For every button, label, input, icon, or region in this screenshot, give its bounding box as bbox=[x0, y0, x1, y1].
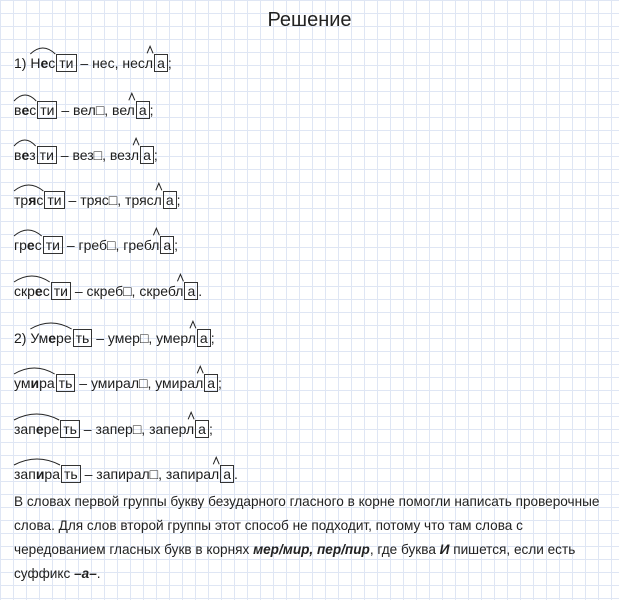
suffix-box: ти bbox=[56, 54, 76, 72]
check-forms: запирал□, запирал bbox=[96, 466, 220, 482]
explanation-paragraph: В словах первой группы букву безударного гласного в корне помогли написать проверочные слова. Для слов второй группы этот способ не подходит, потому что там слова с чередованием гласных букв в корнях мер/мир, пер/пир, где буква И пишется, если есть суффикс –а–. bbox=[14, 494, 600, 581]
word-stem: запере bbox=[14, 421, 60, 437]
row-g1-1: вес ти – вел□, вел а ; bbox=[14, 99, 154, 121]
dash: – bbox=[60, 147, 69, 163]
word-stem: Умере bbox=[30, 330, 72, 346]
ending-box: а bbox=[195, 420, 209, 438]
ending-box: а bbox=[220, 465, 234, 483]
row-g1-0: 1) Нес ти – нес, несл а ; bbox=[14, 52, 172, 74]
dash: – bbox=[79, 375, 88, 391]
check-forms: вел□, вел bbox=[73, 102, 135, 118]
dash: – bbox=[96, 330, 105, 346]
word-stem: запира bbox=[14, 466, 60, 482]
suffix-box: ти bbox=[37, 101, 57, 119]
ending-box: а bbox=[204, 374, 218, 392]
suffix-box: ть bbox=[61, 465, 81, 483]
letter-i: И bbox=[439, 542, 450, 557]
dash: – bbox=[68, 192, 77, 208]
word-stem: грес bbox=[14, 237, 42, 253]
row-g2-1: умира ть – умирал□, умирал а ; bbox=[14, 372, 222, 394]
ending-box: а bbox=[160, 236, 174, 254]
suffix-a: –а– bbox=[74, 566, 97, 581]
check-forms: греб□, гребл bbox=[78, 237, 160, 253]
ending-box: а bbox=[163, 191, 177, 209]
check-forms: нес, несл bbox=[92, 55, 154, 71]
row-number: 2) bbox=[14, 330, 27, 346]
row-number: 1) bbox=[14, 55, 27, 71]
dash: – bbox=[80, 55, 89, 71]
suffix-box: ти bbox=[37, 146, 57, 164]
ending-box: а bbox=[184, 282, 198, 300]
word-stem: скрес bbox=[14, 283, 50, 299]
dash: – bbox=[84, 466, 93, 482]
row-g2-3: запира ть – запирал□, запирал а . bbox=[14, 463, 238, 485]
row-g1-2: вез ти – вез□, везл а ; bbox=[14, 144, 158, 166]
check-forms: запер□, заперл bbox=[95, 421, 195, 437]
suffix-box: ти bbox=[51, 282, 71, 300]
check-forms: умирал□, умирал bbox=[90, 375, 204, 391]
page-title: Решение bbox=[267, 9, 352, 31]
ending-box: а bbox=[140, 146, 154, 164]
suffix-box: ти bbox=[44, 191, 64, 209]
suffix-box: ть bbox=[60, 420, 80, 438]
dash: – bbox=[66, 237, 75, 253]
alternating-roots: мер/мир, пер/пир bbox=[253, 542, 370, 557]
word-stem: умира bbox=[14, 375, 55, 391]
row-g1-5: скрес ти – скреб□, скребл а . bbox=[14, 280, 202, 302]
ending-box: а bbox=[197, 329, 211, 347]
check-forms: скреб□, скребл bbox=[86, 283, 184, 299]
dash: – bbox=[61, 102, 70, 118]
row-g2-2: запере ть – запер□, заперл а ; bbox=[14, 418, 213, 440]
row-g1-4: грес ти – греб□, гребл а ; bbox=[14, 234, 178, 256]
suffix-box: ти bbox=[43, 236, 63, 254]
word-stem: Нес bbox=[30, 55, 56, 71]
suffix-box: ть bbox=[56, 374, 76, 392]
ending-box: а bbox=[154, 54, 168, 72]
check-forms: тряс□, трясл bbox=[80, 192, 162, 208]
row-g2-0: 2) Умере ть – умер□, умерл а ; bbox=[14, 327, 215, 349]
row-g1-3: тряс ти – тряс□, трясл а ; bbox=[14, 189, 181, 211]
word-stem: тряс bbox=[14, 192, 44, 208]
suffix-box: ть bbox=[73, 329, 93, 347]
check-forms: умер□, умерл bbox=[107, 330, 196, 346]
check-forms: вез□, везл bbox=[72, 147, 140, 163]
dash: – bbox=[83, 421, 92, 437]
dash: – bbox=[74, 283, 83, 299]
ending-box: а bbox=[136, 101, 150, 119]
word-stem: вес bbox=[14, 102, 37, 118]
word-stem: вез bbox=[14, 147, 36, 163]
